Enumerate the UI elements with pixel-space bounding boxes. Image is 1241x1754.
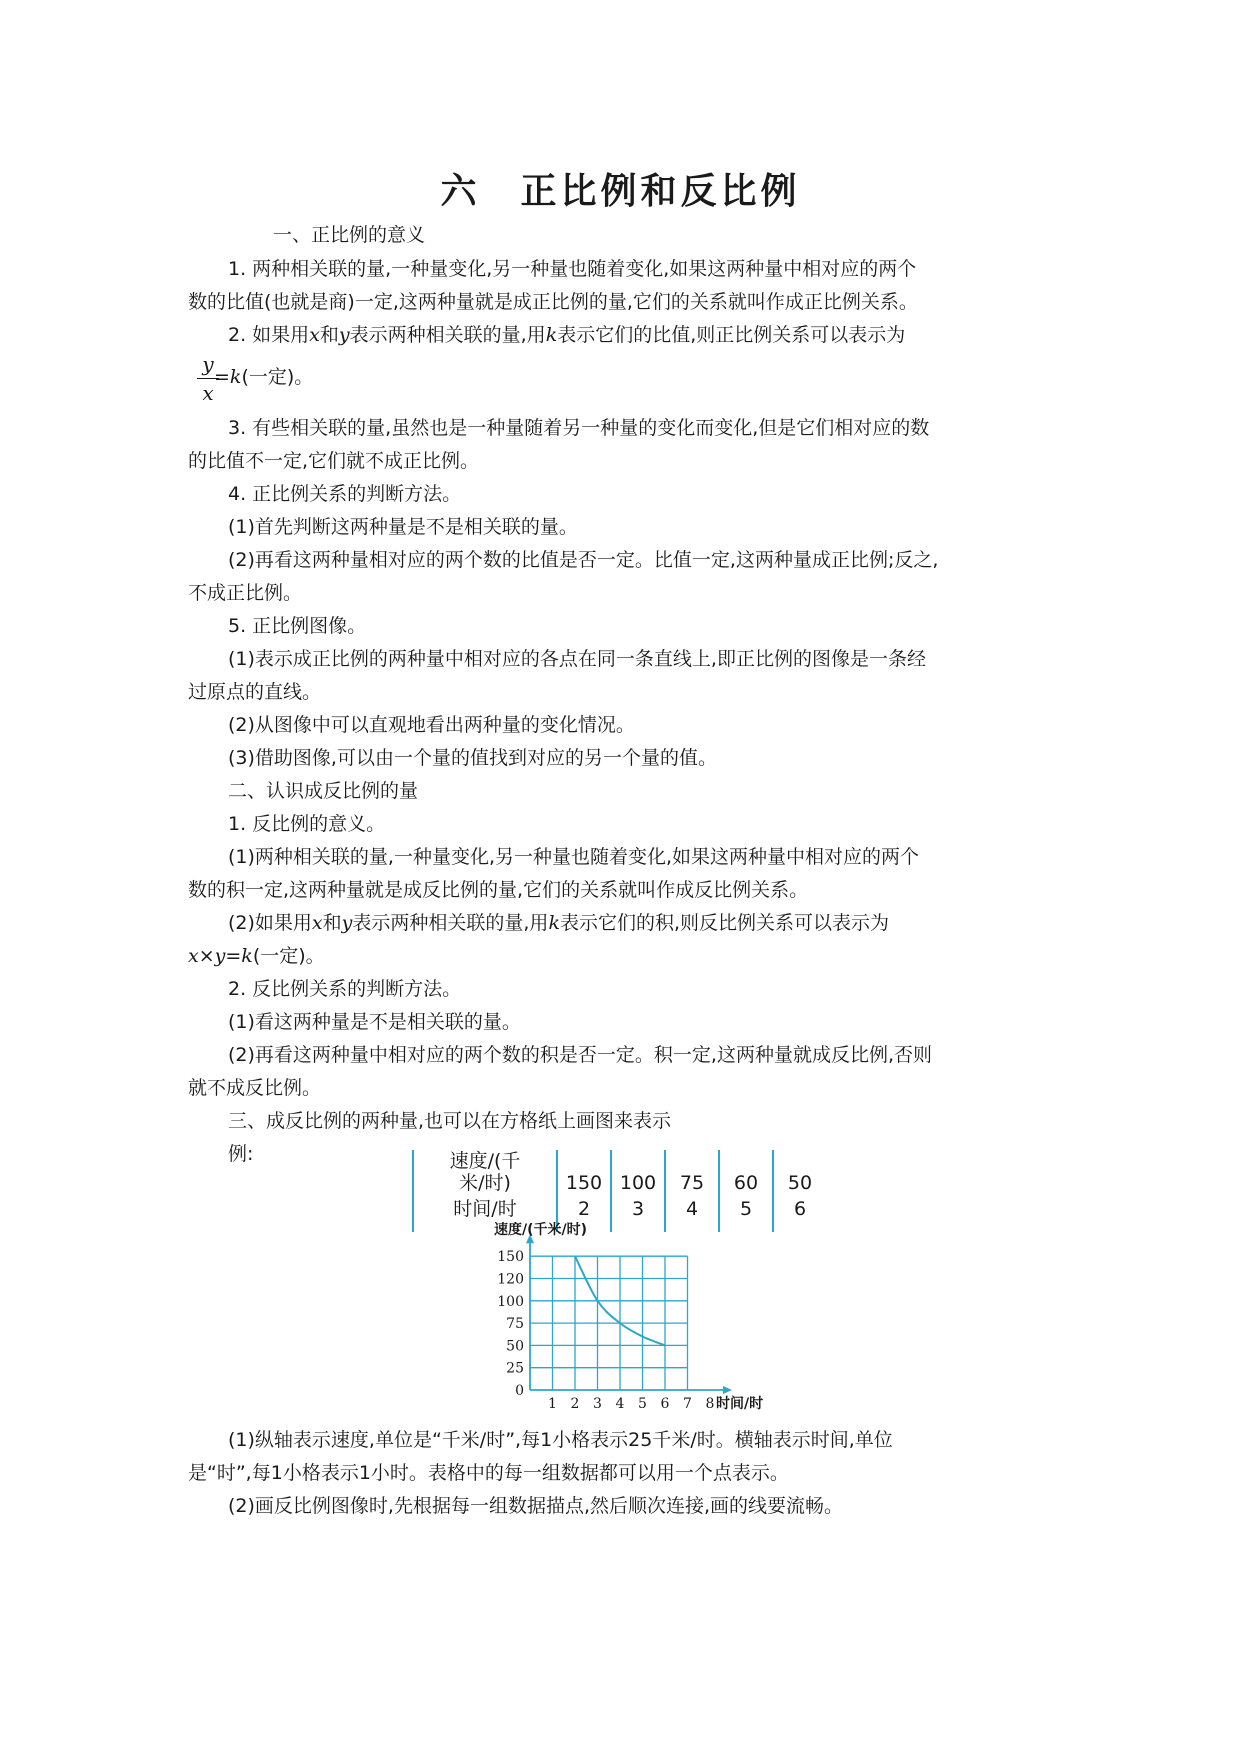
paragraph: 4. 正比例关系的判断方法。 <box>228 483 462 505</box>
section-heading-3: 三、成反比例的两种量,也可以在方格纸上画图来表示 <box>228 1110 672 1132</box>
paragraph: 1. 反比例的意义。 <box>228 813 386 835</box>
y-tick-label: 150 <box>497 1249 524 1266</box>
table-cell: 4 <box>665 1196 719 1232</box>
x-tick-label: 1 <box>548 1396 557 1412</box>
x-tick-label: 2 <box>570 1396 580 1412</box>
paragraph: (2)再看这两种量相对应的两个数的比值是否一定。比值一定,这两种量成正比例;反之, <box>228 549 939 571</box>
y-tick-label: 120 <box>497 1271 524 1288</box>
y-tick-label: 100 <box>497 1293 524 1310</box>
paragraph: 过原点的直线。 <box>188 681 322 703</box>
table-cell: 75 <box>665 1150 719 1196</box>
paragraph: 5. 正比例图像。 <box>228 615 367 637</box>
page-title <box>0 163 1241 214</box>
paragraph: 1. 两种相关联的量,一种量变化,另一种量也随着变化,如果这两种量中相对应的两个 <box>228 258 917 280</box>
table-cell: 50 <box>773 1150 826 1196</box>
example-label: 例: <box>228 1143 254 1165</box>
ratio-fraction: y x <box>188 352 228 405</box>
table-cell: 5 <box>719 1196 773 1232</box>
table-row-speed <box>413 1150 826 1196</box>
y-tick-label: 25 <box>506 1360 524 1377</box>
x-axis-arrow <box>723 1386 732 1394</box>
paragraph: 2. 反比例关系的判断方法。 <box>228 978 462 1000</box>
y-tick-label: 75 <box>506 1316 524 1333</box>
paragraph: 的比值不一定,它们就不成正比例。 <box>188 450 480 472</box>
table-cell: 60 <box>719 1150 773 1196</box>
x-tick-label: 8 <box>705 1396 715 1412</box>
table-header-speed: 速度/(千 米/时) <box>413 1150 557 1196</box>
product-formula: x×y=k(一定)。 <box>188 945 325 967</box>
paragraph: 数的积一定,这两种量就是成反比例的量,它们的关系就叫作成反比例关系。 <box>188 879 809 901</box>
x-axis-label: 时间/时 <box>716 1396 764 1412</box>
x-tick-label: 7 <box>683 1396 692 1412</box>
x-tick-label: 6 <box>660 1396 670 1412</box>
paragraph: (2)画反比例图像时,先根据每一组数据描点,然后顺次连接,画的线要流畅。 <box>228 1495 844 1517</box>
fraction-equation: =k(一定)。 <box>214 366 314 388</box>
table-cell: 100 <box>611 1150 665 1196</box>
paragraph: (2)从图像中可以直观地看出两种量的变化情况。 <box>228 714 635 736</box>
paragraph: (1)首先判断这两种量是不是相关联的量。 <box>228 516 578 538</box>
y-tick-label: 0 <box>515 1383 524 1399</box>
paragraph: 数的比值(也就是商)一定,这两种量就是成正比例的量,它们的关系就叫作成正比例关系。 <box>188 291 918 313</box>
table-cell: 6 <box>773 1196 826 1232</box>
paragraph: (1)看这两种量是不是相关联的量。 <box>228 1011 521 1033</box>
paragraph: 不成正比例。 <box>188 582 303 604</box>
table-header-time: 时间/时 <box>413 1196 557 1232</box>
paragraph: 3. 有些相关联的量,虽然也是一种量随着另一种量的变化而变化,但是它们相对应的数 <box>228 417 930 439</box>
paragraph: (1)表示成正比例的两种量中相对应的各点在同一条直线上,即正比例的图像是一条经 <box>228 648 926 670</box>
section-heading-1: 一、正比例的意义 <box>273 224 426 246</box>
x-tick-label: 4 <box>615 1396 625 1412</box>
paragraph: (3)借助图像,可以由一个量的值找到对应的另一个量的值。 <box>228 747 717 769</box>
paragraph: (1)两种相关联的量,一种量变化,另一种量也随着变化,如果这两种量中相对应的两个 <box>228 846 920 868</box>
x-tick-label: 3 <box>593 1396 602 1412</box>
speed-time-table <box>412 1150 826 1232</box>
y-axis-label: 速度/(千米/时) <box>494 1222 588 1238</box>
section-heading-2: 二、认识成反比例的量 <box>228 780 419 802</box>
chapter-title: 正比例和反比例 <box>520 170 801 212</box>
paragraph: 是“时”,每1小格表示1小时。表格中的每一组数据都可以用一个点表示。 <box>188 1462 789 1484</box>
paragraph: 2. 如果用x和y表示两种相关联的量,用k表示它们的比值,则正比例关系可以表示为 <box>228 324 906 346</box>
paragraph: (2)如果用x和y表示两种相关联的量,用k表示它们的积,则反比例关系可以表示为 <box>228 912 889 934</box>
table-cell: 150 <box>557 1150 611 1196</box>
paragraph: (2)再看这两种量中相对应的两个数的积是否一定。积一定,这两种量就成反比例,否则 <box>228 1044 932 1066</box>
inverse-proportion-chart <box>490 1222 780 1422</box>
table-cell: 3 <box>611 1196 665 1232</box>
paragraph: 就不成反比例。 <box>188 1077 322 1099</box>
chapter-number: 六 <box>440 170 481 212</box>
x-tick-label: 5 <box>638 1396 647 1412</box>
table-cell: 2 <box>557 1196 611 1232</box>
paragraph: (1)纵轴表示速度,单位是“千米/时”,每1小格表示25千米/时。横轴表示时间,单位 <box>228 1429 893 1451</box>
y-tick-label: 50 <box>506 1338 524 1355</box>
